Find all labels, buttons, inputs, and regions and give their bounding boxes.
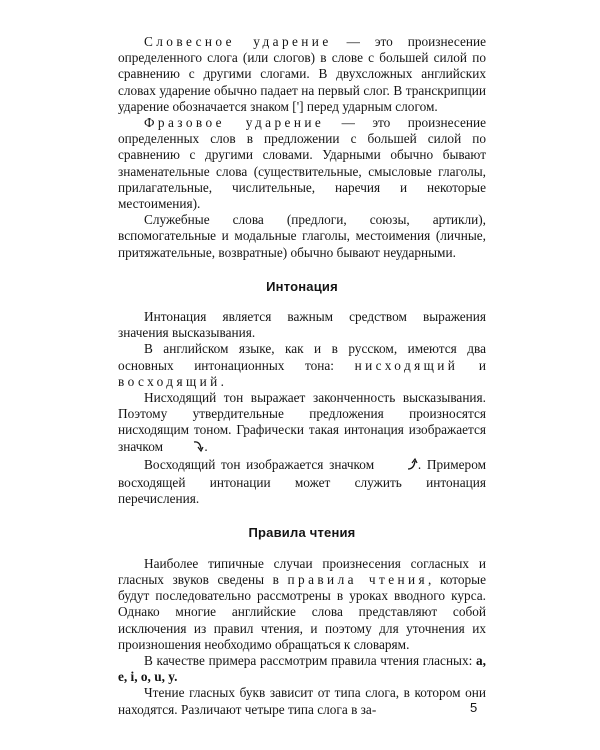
paragraph-vowels [118, 653, 486, 685]
paragraph-text-end: . Примером восходящей интонации может служить интонация перечисления. [118, 456, 486, 507]
vowel-list: a, e, i, o, u, y. [118, 652, 486, 685]
term-word-stress: Словесное ударение [144, 34, 332, 49]
falling-tone-icon [166, 439, 204, 457]
paragraph-text: Восходящий тон изображается значком [144, 456, 375, 472]
term-rising-tone: восходящий [118, 373, 221, 389]
term-falling-tone: нисходящий [354, 357, 459, 373]
heading-intonation: Интонация [266, 278, 338, 294]
paragraph-text: — это произнесение определенных слов в предложении с большей силой по сравнению с другими словами. Ударными обычно бывают знаменательные слова (существительные, смысловые глаголы, прилагательные, числительные, наречия и некоторые местоимения). [118, 115, 486, 212]
paragraph-tones [118, 341, 486, 390]
paragraph-phrase-stress [118, 115, 486, 212]
page-body [118, 34, 486, 718]
paragraph-text: В качестве примера рассмотрим правила чтения гласных: [144, 652, 477, 668]
paragraph-word-stress [118, 34, 486, 115]
paragraph-function-words: Служебные слова (предлоги, союзы, артикли), вспомогательные и модальные глаголы, местоимения (личные, притяжательные, возвратные) обычно бывают неударными. [118, 212, 486, 260]
paragraph-rising-tone [118, 457, 486, 508]
term-phrase-stress: Фразовое ударение [144, 115, 325, 131]
page-number: 5 [470, 700, 478, 715]
heading-reading-rules: Правила чтения [248, 525, 356, 541]
paragraph-falling-tone: Нисходящий тон выражает законченность высказывания. Поэтому утвердительные предложения произносятся нисходящим тоном. Графически такая интонация изображается значком . [118, 390, 486, 457]
conjunction: и [458, 357, 486, 373]
paragraph-text: В английском языке, как и в русском, имеются два основных интонационных тона: [118, 341, 486, 373]
paragraph-syllable-types: Чтение гласных букв зависит от типа слога, в котором они находятся. Различают четыре типа слога в за- [118, 685, 486, 717]
rising-tone-icon [380, 457, 418, 475]
stress-mark: ['] [292, 98, 304, 114]
paragraph-text-end: перед ударным слогом. [303, 98, 438, 114]
paragraph-reading-rules [118, 556, 486, 653]
paragraph-text: Наиболее типичные случаи произнесения согласных и гласных звуков сведены в [118, 555, 486, 587]
paragraph-intonation-intro: Интонация является важным средством выражения значения высказывания. [118, 309, 486, 341]
paragraph-text-end: , которые будут последовательно рассмотрены в уроках вводного курса. Однако многие английские слова представляют собой исключения из правил чтения, и поэтому для уточнения их произношения необходимо обращаться к словарям. [118, 571, 486, 652]
term-reading-rules: правила чтения [287, 571, 429, 587]
paragraph-end: . [220, 373, 224, 389]
paragraph-text: Нисходящий тон выражает законченность высказывания. Поэтому утвердительные предложения произносятся нисходящим тоном. Графически такая интонация изображается значком [118, 390, 486, 454]
paragraph-text: — это произнесение определенного слога (или слогов) в слове с большей силой по сравнению с другими слогами. В двухсложных английских словах ударение обычно падает на первый слог. В транскрипции ударение обозначается знаком [118, 34, 486, 114]
